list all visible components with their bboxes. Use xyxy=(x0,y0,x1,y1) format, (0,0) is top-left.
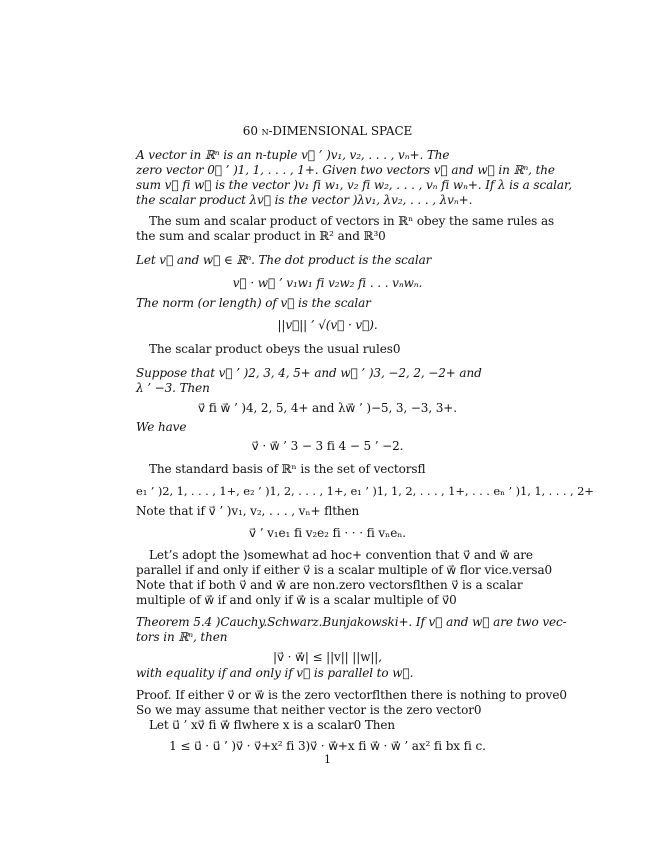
cauchy-schwarz-inequality: |v⃗ · w⃗| ≤ ||v|| ||w||, xyxy=(273,650,382,664)
theorem-5-4-line-2: tors in ℝⁿ, then xyxy=(136,630,228,644)
page-number: 1 xyxy=(324,753,331,766)
convention-line-3: Note that if both v⃗ and w⃗ are non.zero vectorsflthen v⃗ is a scalar xyxy=(136,578,523,592)
convention-line-1: Let’s adopt the )somewhat ad hoc+ convention that v⃗ and w⃗ are xyxy=(149,548,533,562)
definition-5-2-line-2: The norm (or length) of v⃗ is the scalar xyxy=(136,296,371,310)
theorem-5-4-line-1: Theorem 5.4 )Cauchy.Schwarz.Bunjakowski+. If v⃗ and w⃗ are two vec- xyxy=(136,615,567,629)
dot-product-equation: v⃗ · w⃗ ’ v₁w₁ fi v₂w₂ fi . . . vₙwₙ. xyxy=(232,276,423,290)
definition-5-2-line-1: Let v⃗ and w⃗ ∈ ℝⁿ. The dot product is the scalar xyxy=(136,253,432,267)
proof-line-1: Proof. If either v⃗ or w⃗ is the zero vectorflthen there is nothing to prove0 xyxy=(136,688,567,702)
basis-line-2: Note that if v⃗ ’ )v₁, v₂, . . . , vₙ+ flthen xyxy=(136,504,360,518)
definition-5-1-line-4: the scalar product λv⃗ is the vector )λv₁, λv₂, . . . , λvₙ+. xyxy=(136,193,473,207)
example-5-3-line-3: We have xyxy=(136,420,187,434)
definition-5-1-line-3: sum v⃗ fi w⃗ is the vector )v₁ fi w₁, v₂ fi w₂, . . . , vₙ fi wₙ+. If λ is a scalar, xyxy=(136,178,572,192)
basis-vectors-equation: e₁ ’ )2, 1, . . . , 1+, e₂ ’ )1, 2, . . . , 1+, e₁ ’ )1, 1, 2, . . . , 1+, . . . eₙ ’ )1, 1, . . . , 2+ xyxy=(136,484,594,498)
proof-quadratic-equation: 1 ≤ u⃗ · u⃗ ’ )v⃗ · v⃗+x² fi 3)v⃗ · w⃗+x fi w⃗ · w⃗ ’ ax² fi bx fi c. xyxy=(169,739,486,753)
example-5-3-line-1: Suppose that v⃗ ’ )2, 3, 4, 5+ and w⃗ ’ )3, −2, 2, −2+ and xyxy=(136,366,482,380)
example-dot-equation: v⃗ · w⃗ ’ 3 − 3 fi 4 − 5 ’ −2. xyxy=(251,439,404,453)
paragraph-2: The scalar product obeys the usual rules0 xyxy=(149,342,401,356)
example-5-3-line-2: λ ’ −3. Then xyxy=(136,381,210,395)
example-sum-equation: v⃗ fi w⃗ ’ )4, 2, 5, 4+ and λw⃗ ’ )−5, 3, −3, 3+. xyxy=(198,401,457,415)
proof-line-3: Let u⃗ ’ xv⃗ fi w⃗ flwhere x is a scalar0 Then xyxy=(149,718,396,732)
definition-5-1-line-1: A vector in ℝⁿ is an n-tuple v⃗ ’ )v₁, v₂, . . . , vₙ+. The xyxy=(136,148,450,162)
running-header: 60 n-DIMENSIONAL SPACE xyxy=(242,124,413,138)
definition-5-1-line-2: zero vector 0⃗ ’ )1, 1, . . . , 1+. Given two vectors v⃗ and w⃗ in ℝⁿ, the xyxy=(136,163,555,177)
convention-line-2: parallel if and only if either v⃗ is a scalar multiple of w⃗ flor vice.versa0 xyxy=(136,563,553,577)
basis-expansion-equation: v⃗ ’ v₁e₁ fi v₂e₂ fi · · · fi vₙeₙ. xyxy=(248,526,407,540)
proof-line-2: So we may assume that neither vector is the zero vector0 xyxy=(136,703,482,717)
theorem-5-4-line-3: with equality if and only if v⃗ is parallel to w⃗. xyxy=(136,666,414,680)
paragraph-1-line-1: The sum and scalar product of vectors in ℝⁿ obey the same rules as xyxy=(149,214,555,228)
paragraph-1-line-2: the sum and scalar product in ℝ² and ℝ³0 xyxy=(136,229,386,243)
basis-line-1: The standard basis of ℝⁿ is the set of vectorsfl xyxy=(149,462,426,476)
convention-line-4: multiple of w⃗ if and only if w⃗ is a scalar multiple of v⃗0 xyxy=(136,593,457,607)
norm-equation: ||v⃗|| ’ √(v⃗ · v⃗). xyxy=(277,318,378,332)
